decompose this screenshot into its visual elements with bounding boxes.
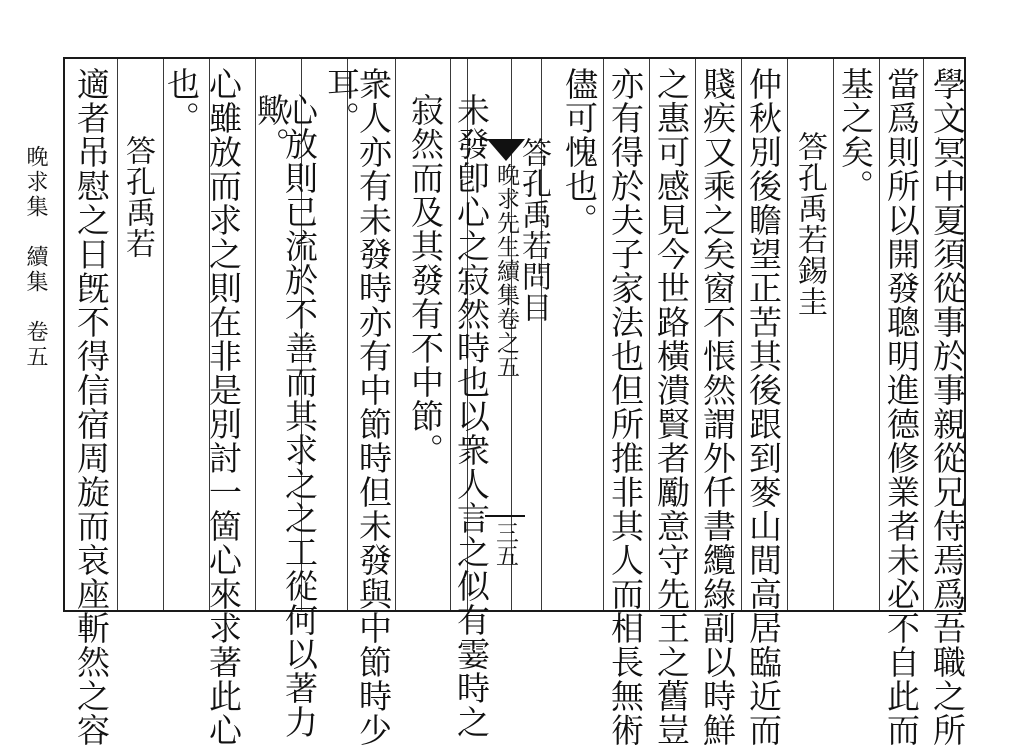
text-column: 基之矣。 <box>836 67 875 203</box>
page-number: 三五 <box>485 515 525 567</box>
text-column: 耳。 <box>322 67 361 135</box>
text-column: 賤疾又乘之矣窗不悵然謂外仟書纜綠副以時鮮 <box>698 67 737 747</box>
column-rule <box>395 59 396 610</box>
page-frame <box>63 57 967 747</box>
text-column: 心雖放而求之則在非是別討一箇心來求著此心 <box>204 67 243 747</box>
side-label: 晚求集 續集 卷五 <box>23 145 48 370</box>
text-column: 適者吊慰之日旣不得信宿周旋而哀座斬然之容 <box>72 67 111 747</box>
text-column: 當爲則所以開發聰明進德修業者未必不自此而 <box>882 67 921 747</box>
column-rule <box>787 59 788 610</box>
text-column: 寂然而及其發有不中節。 <box>406 93 445 467</box>
text-column: 歟。 <box>252 93 291 161</box>
column-rule <box>695 59 696 610</box>
column-rule <box>833 59 834 610</box>
letter-heading: 答孔禹若錫圭 <box>792 131 827 317</box>
column-rule <box>347 59 348 610</box>
column-rule <box>879 59 880 610</box>
text-column: 儘可愧也。 <box>560 67 599 237</box>
letter-heading: 答孔禹若 <box>120 135 155 259</box>
text-column: 之惠可感見今世路橫潰賢者勵意守先王之舊豈 <box>652 67 691 747</box>
text-column: 心放則已流於不善而其求之之工從何以著力 <box>280 93 319 739</box>
column-rule <box>923 59 924 610</box>
center-title: 晚求先生續集卷之五 <box>493 163 519 379</box>
column-rule <box>603 59 604 610</box>
text-column: 未發卽心之寂然時也以衆人言之似有霎時之 <box>452 93 491 739</box>
column-rule <box>741 59 742 610</box>
text-column: 亦有得於夫子家法也但所推非其人而相長無術 <box>606 67 645 747</box>
column-rule <box>649 59 650 610</box>
text-column: 也。 <box>162 67 201 135</box>
text-column: 仲秋別後瞻望正苦其後跟到麥山間高居臨近而 <box>744 67 783 747</box>
text-column: 學文冥中夏須從事於事親從兄侍焉爲吾職之所 <box>928 67 967 747</box>
column-rule <box>163 59 164 610</box>
text-column: 衆人亦有未發時亦有中節時但未發與中節時少 <box>354 67 393 747</box>
letter-heading: 答孔禹若問目 <box>516 137 551 323</box>
